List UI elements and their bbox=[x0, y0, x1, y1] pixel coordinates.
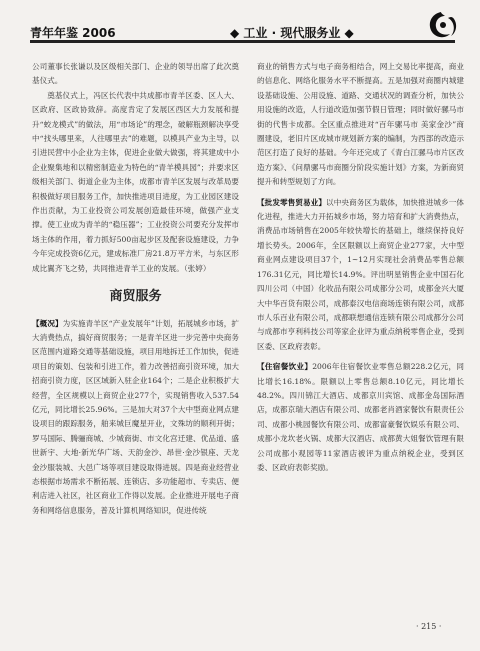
paragraph-text: 2006年住宿餐饮业零售总额228.2亿元，同比增长16.18%。限额以上零售总额8.10亿元，同比增长48.2%。四川锦江大酒店、成都京川宾馆、成都金岛国际酒店，成都京瑞大酒店有限公司、成都老肖酒家餐饮有限责任公司、成都小桃园餐饮有限公司、成都富豪餐饮娱乐有限公司、成都小龙坎老火锅、成都大汉酒店、成都黄大姐餐饮管理有限公司成都小观园等11家酒店被评为重点纳税企业，受到区委、区政府表彰奖励。 bbox=[257, 362, 464, 472]
section-title: 商贸服务 bbox=[109, 289, 162, 305]
paragraph-text: 为实施青羊区“产业发展年”计划，拓展城乡市场，扩大消费热点，搞好商贸服务；一是青羊区进一步完善中央商务区范围内道路交通等基础设施，项目用地拆迁工作加快，促进项目的策划、包装和引进工作，着力改善招商引资环境，加大招商引资力度，区区域新入驻企业164个；二是企业积极扩大经营，全区规模以上商贸企业277个，实现销售收入537.54亿元，同比增长25.96%。三是加大对37个大中型商业网点建设项目的跟踪服务，舶来城巨魔星开业，文殊坊的顺利开街；罗马国际、腾骊商城、少城商街、市文化宫迁建、优品道、盛世新宇、大地·新光华广场、天韵金沙、昂世·金沙银座、天龙金沙服装城、大邑广场等项目建设取得进展。四是商业经营业态根据市场需求不断拓展、连锁店、多功能超市、专卖店、便利店进入社区，社区商业工作得以发展。企业推进开展电子商务和网络信息服务，普及计算机网络知识，促进传统 bbox=[32, 318, 240, 515]
header-rule bbox=[30, 40, 455, 43]
paragraph bbox=[257, 196, 464, 354]
paragraph-text: 以中央商务区为载体，加快推进城乡一体化进程，推进大力开拓城乡市场，努力培育和扩大消费热点，消费品市场销售在2005年较快增长的基础上，继续保持良好增长势头。2006年，全区限额以上商贸企业277家，大中型商业网点建设项目37个，1~12月实现社会消费品零售总额176.31亿元，同比增长14.9%。评出明星销售企业中国石化四川公司（中国）化收品有限公司成都分公司，成都金兴大厦大中华百货有限公司，成都泰汉电信商场连锁有限公司，成都市人乐百业有限公司，成都联想通信连锁有限公司成都分公司与成都市亨利科技公司等家企业评为重点纳税零售企业，受到区委、区政府表彰。 bbox=[257, 197, 465, 351]
yearbook-title: 青年年鉴 2006 bbox=[30, 26, 116, 40]
section-tag: 【概况】 bbox=[32, 318, 63, 328]
paragraph: 商业的销售方式与电子商务相结合，网上交易比率提高，商业的信息化、网络化服务水平不断提高。五是加强对商圈内城建设基础设施、公用设施、道路、交通状况的调查分析，加快公用设施的改造，人行道改造加强节假日管理；同时做好骡马市街的代售卡成都。全区重点推进对“百年骡马市 美家金沙”商圈建设，老旧片区成城市规划新方案的编制，为西部的改造示范区打造了良好的基础。今年还完成了《青白江骡马市片区改造方案》、《问鼎骡马市商圈分阶段实施计划》方案，为新商贸提升和转型规划了方向。 bbox=[257, 62, 464, 187]
section-tag: 【住宿餐饮业】 bbox=[257, 362, 313, 372]
section-tag: 【批发零售贸易业】 bbox=[257, 197, 327, 207]
paragraph: 奠基仪式上，冯区长代表中共成都市青羊区委、区人大、区政府、区政协致辞。高度肯定了发展区西区大力发展和提升“蛟龙模式”的做法，用“市场论”的理念，破解瓶颈解决享受中“找头哪里来，人往哪里去”的难题，以模具产业为主导，以引进民营中小企业为主体，促进企业做大做强，将其建成中小企业聚集地和以精密制造业为特色的“青羊模具园”；并要求区级相关部门、街道企业为主体，成都市青羊区发展与改革局要积极做好项目服务工作，加快推进项目进度，为工业园区建设作出贡献，为工业投资公司发展创造最佳环境，做强产业支撑。使工业成为青羊的“稳压器”；工业投资公司要充分发挥市场主体的作用，着力抓好500亩起步区及配套设施建设，力争今年完成投资6亿元，建成标准厂房21.8万平方米，与东区形成比翼齐飞之势，共同推进青羊工业的发展。（张婷） bbox=[32, 90, 239, 273]
yearbook-logo-icon bbox=[423, 8, 459, 44]
running-header bbox=[30, 22, 455, 46]
paragraph bbox=[32, 317, 239, 519]
page-number: · 215 · bbox=[416, 622, 442, 631]
left-column bbox=[32, 60, 239, 518]
paragraph bbox=[257, 360, 464, 475]
paragraph: 公司董事长张谦以及区级相关部门、企业的领导出席了此次奠基仪式。 bbox=[32, 62, 239, 86]
right-column bbox=[257, 60, 464, 475]
chapter-title: ◆ 工业 · 现代服务业 ◆ bbox=[230, 26, 354, 40]
